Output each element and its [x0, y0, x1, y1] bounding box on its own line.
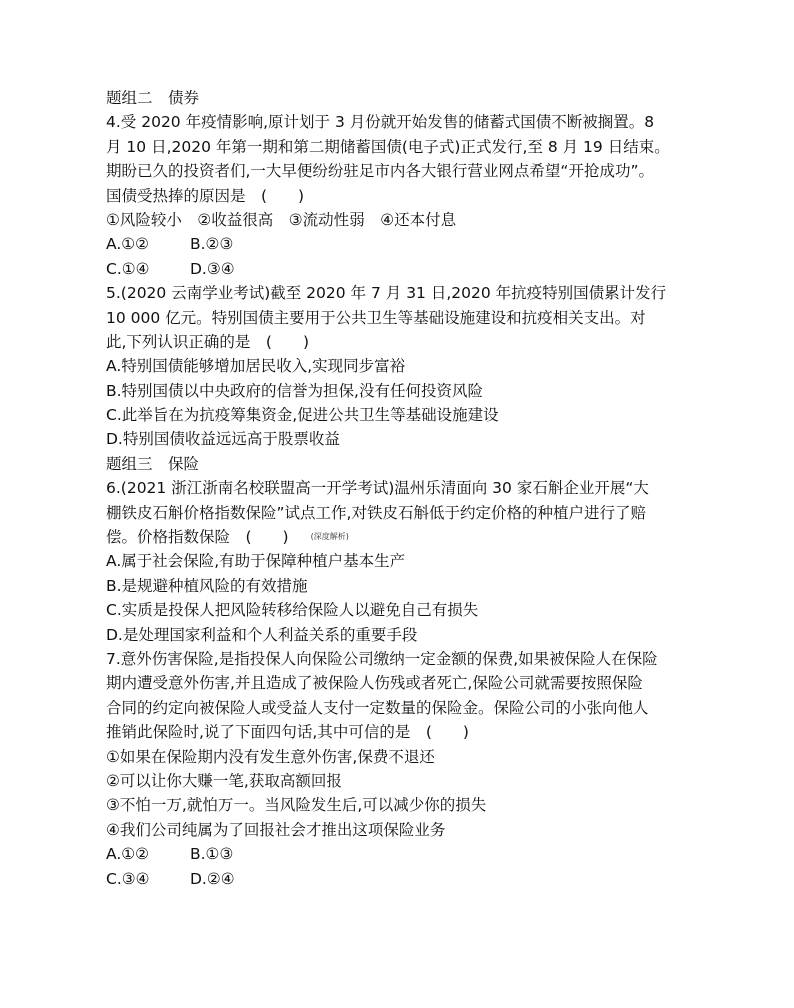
- q6-text-line-1: 6.(2021 浙江浙南名校联盟高一开学考试)温州乐清面向 30 家石斛企业开展“大: [106, 479, 649, 498]
- q7-option-d: D.②④: [190, 869, 235, 888]
- q4-option-d: D.③④: [190, 259, 235, 278]
- q4-text-line-2: 月 10 日,2020 年第一期和第二期储蓄国债(电子式)正式发行,至 8 月 19 日结束。: [106, 137, 670, 156]
- q4-text-line-3: 期盼已久的投资者们,一大早便纷纷驻足市内各大银行营业网点希望“开抢成功”。: [106, 162, 654, 181]
- q4-options-row-1: [106, 232, 706, 256]
- q7-statement-3: ③不怕一万,就怕万一。当风险发生后,可以减少你的损失: [106, 796, 487, 815]
- q4-text-line-1: 4.受 2020 年疫情影响,原计划于 3 月份就开始发售的储蓄式国债不断被搁置。8: [106, 113, 655, 132]
- q5-option-c: C.此举旨在为抗疫筹集资金,促进公共卫生等基础设施建设: [106, 406, 499, 425]
- q7-text-line-1: 7.意外伤害保险,是指投保人向保险公司缴纳一定金额的保费,如果被保险人在保险: [106, 649, 658, 668]
- q6-option-b: B.是规避种植风险的有效措施: [106, 576, 308, 595]
- q6-text-line-3: [106, 525, 706, 549]
- q6-option-c: C.实质是投保人把风险转移给保险人以避免自己有损失: [106, 601, 479, 620]
- q5-text-line-3: 此,下列认识正确的是 ( ): [106, 332, 310, 351]
- document-page: [106, 86, 706, 891]
- q7-option-b: B.①③: [190, 845, 234, 864]
- q7-option-a: A.①②: [106, 845, 150, 864]
- q7-statement-4: ④我们公司纯属为了回报社会才推出这项保险业务: [106, 820, 446, 839]
- group-three-title: 题组三 保险: [106, 454, 200, 473]
- q4-text-line-4: 国债受热捧的原因是 ( ): [106, 186, 305, 205]
- q7-text-line-3: 合同的约定向被保险人或受益人支付一定数量的保险金。保险公司的小张向他人: [106, 698, 649, 717]
- q5-option-b: B.特别国债以中央政府的信誉为担保,没有任何投资风险: [106, 381, 483, 400]
- q4-statements: ①风险较小 ②收益很高 ③流动性弱 ④还本付息: [106, 210, 457, 229]
- analysis-tag: (深度解析): [310, 532, 349, 542]
- q6-stem-end: 偿。价格指数保险 ( ): [106, 528, 289, 547]
- q7-options-row-2: [106, 867, 706, 891]
- q7-options-row-1: [106, 842, 706, 866]
- q7-text-line-2: 期内遭受意外伤害,并且造成了被保险人伤残或者死亡,保险公司就需要按照保险: [106, 674, 643, 693]
- q5-option-a: A.特别国债能够增加居民收入,实现同步富裕: [106, 357, 406, 376]
- q6-option-a: A.属于社会保险,有助于保障种植户基本生产: [106, 552, 406, 571]
- q4-option-c: C.①④: [106, 259, 150, 278]
- group-two-title: 题组二 债券: [106, 89, 200, 107]
- q5-option-d: D.特别国债收益远远高于股票收益: [106, 430, 340, 449]
- q4-option-b: B.②③: [190, 235, 234, 254]
- q5-text-line-1: 5.(2020 云南学业考试)截至 2020 年 7 月 31 日,2020 年抗疫特别国债累计发行: [106, 284, 667, 303]
- q6-option-d: D.是处理国家利益和个人利益关系的重要手段: [106, 625, 418, 644]
- q5-text-line-2: 10 000 亿元。特别国债主要用于公共卫生等基础设施建设和抗疫相关支出。对: [106, 308, 646, 327]
- q6-text-line-2: 棚铁皮石斛价格指数保险”试点工作,对铁皮石斛低于约定价格的种植户进行了赔: [106, 503, 646, 522]
- q7-text-line-4: 推销此保险时,说了下面四句话,其中可信的是 ( ): [106, 723, 469, 742]
- q7-statement-2: ②可以让你大赚一笔,获取高额回报: [106, 771, 342, 790]
- q4-options-row-2: [106, 257, 706, 281]
- q7-option-c: C.③④: [106, 869, 150, 888]
- q7-statement-1: ①如果在保险期内没有发生意外伤害,保费不退还: [106, 747, 435, 766]
- q4-option-a: A.①②: [106, 235, 150, 254]
